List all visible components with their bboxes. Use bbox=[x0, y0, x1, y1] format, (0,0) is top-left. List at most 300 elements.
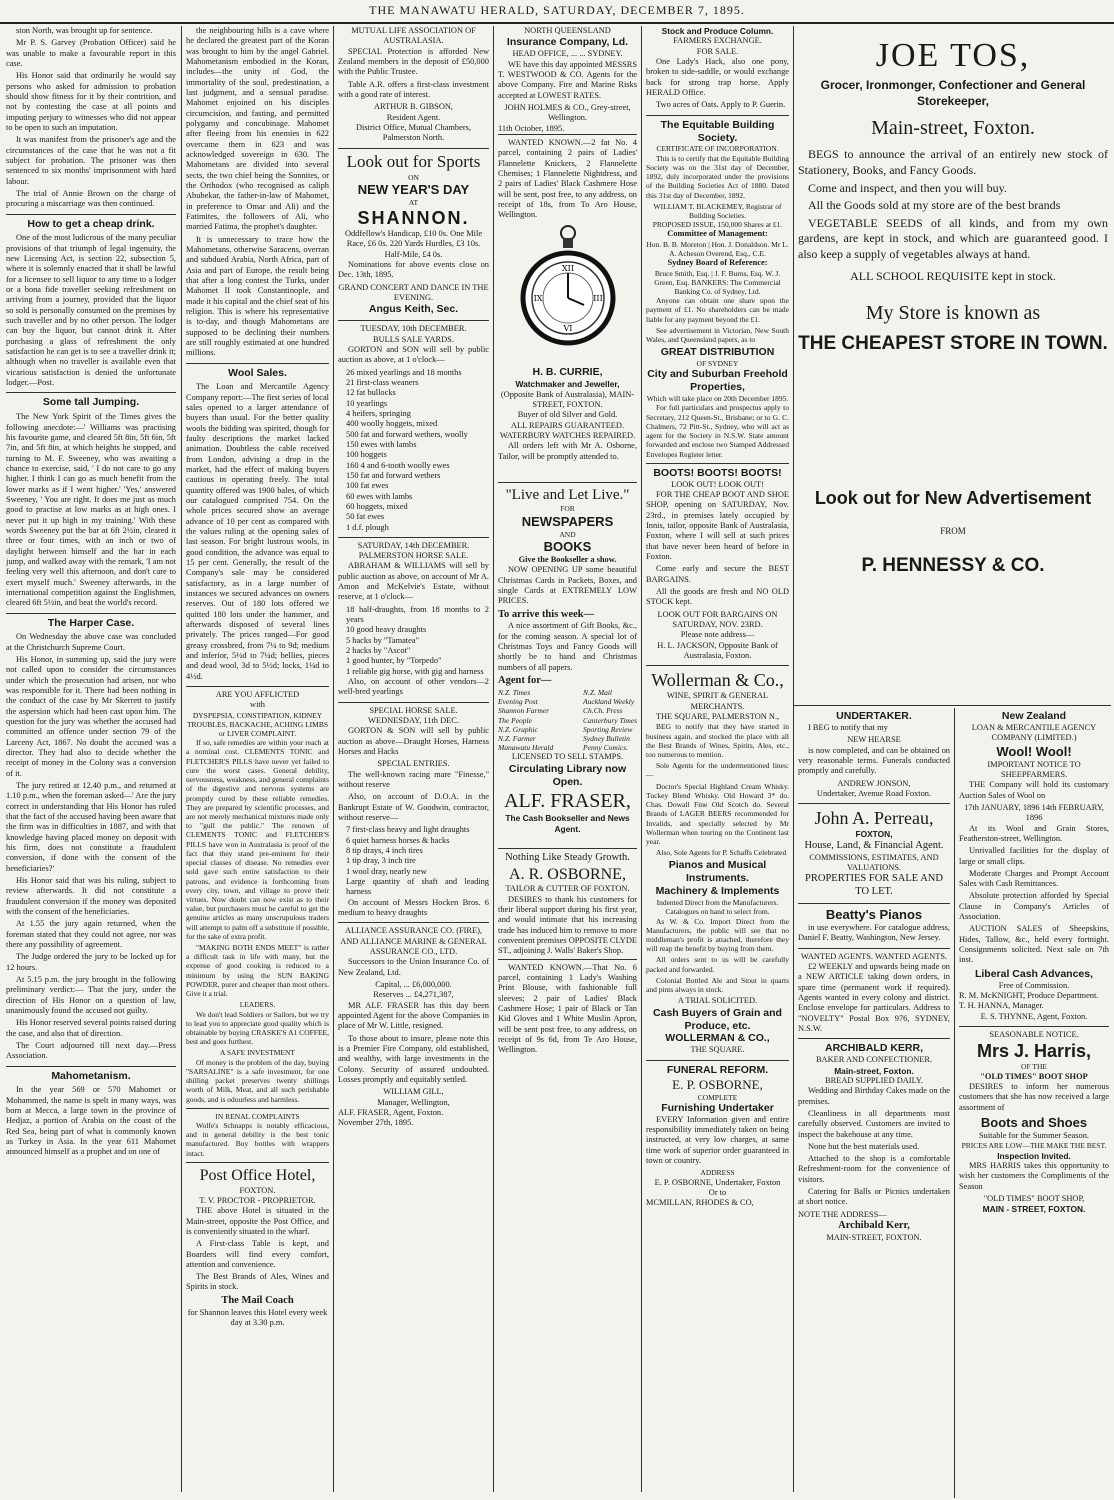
paper-item: Sydney Bulletin bbox=[583, 734, 630, 744]
equitable-heading: The Equitable Building Society. bbox=[646, 115, 789, 145]
ad-paragraph: A nice assortment of Gift Books, &c., for the coming season. A special lot of Christmas Toys and Fancy Goods will shortly be to hand and Christmas numbers of all papers. bbox=[498, 621, 637, 672]
news-paragraph: If so, safe remedies are within your reach at a nominal cost. CLEMENTS TONIC and FLETCHER'S PILLS have never yet failed to cure the worst cases. General debility, nervousness, weakness, and general complaints of the digestive and nervous systems are promptly cured by these reliable remedies. They are prepared by scientific processes, and are not merely mechanical mixtures made only to "gull the public." The renown of CLEMENTS TONIC and FLETCHER'S PILLS have won in Australasia is proof of the fact that they stand pre-eminent for their special classes of disease. No remedies ever sold gave such entire satisfaction to their patrons, and evidence is forthcoming from every city, town, and village to prove their virtues. Now doubt can now exist as to their value, but purchasers must be careful to get the genuine articles as many unscrupulous traders will attempt to palm off a substitute if possible, for the sake of extra profit. bbox=[186, 738, 329, 941]
stock-item: 500 fat and forward wethers, woolly bbox=[346, 429, 468, 439]
column-7 bbox=[798, 710, 950, 1498]
ad-paragraph: NOW OPENING UP some beautiful Christmas Cards in Packets, Boxes, and single Cards at EXTREMELY LOW PRICES. bbox=[498, 565, 637, 606]
stock-item: 1 tip dray, 3 inch tire bbox=[346, 856, 416, 866]
repairs-line: ALL REPAIRS GUARANTEED. bbox=[510, 420, 625, 430]
stock-item: 150 ewes with lambs bbox=[346, 439, 417, 449]
books-heading: BOOKS bbox=[543, 538, 592, 554]
currie-address: (Opposite Bank of Australasia), MAIN-STREET, FOXTON. bbox=[500, 389, 635, 410]
hanna-line: T. H. HANNA, Manager. bbox=[959, 1001, 1044, 1011]
hotel-title: Post Office Hotel, bbox=[186, 1162, 329, 1186]
sydney-board-text: Bruce Smith, Esq. | J. F. Burns, Esq. W. J. Green, Esq. BANKERS: The Commercial Banking Co. of Sydney, Ltd. bbox=[654, 268, 781, 296]
news-paragraph: On Wednesday the above case was concluded at the Christchurch Supreme Court. bbox=[6, 632, 176, 652]
svg-text:XII: XII bbox=[561, 264, 574, 274]
jackson-address: H. L. JACKSON, Opposite Bank of Australasia, Foxton. bbox=[657, 640, 778, 660]
ad-paragraph: See advertisement in Victorian, New South Wales, and Queensland papers, as to bbox=[646, 325, 789, 345]
stock-item: 1 reliable gig horse, with gig and harness bbox=[346, 666, 484, 676]
undertaker-heading: UNDERTAKER. bbox=[836, 710, 912, 722]
news-paragraph: Mr P. S. Garvey (Probation Officer) said he was unable to make a favourable report in this case. bbox=[6, 38, 176, 68]
baker-line: BAKER AND CONFECTIONER. bbox=[815, 1055, 933, 1065]
ad-paragraph: £2 WEEKLY and upwards being made on a NEW ARTICLE taking down orders, in spare time (permanent work if required). Agents wanted in every colony and district. Enclose envelope for particulars. Address to "NOVELTY" Postal Box 976, SYDNEY, N.S.W. bbox=[798, 962, 950, 1033]
fraser-name: ALF. FRASER, bbox=[504, 789, 631, 812]
coach-heading: The Mail Coach bbox=[221, 1294, 294, 1306]
free-line: Free of Commission. bbox=[998, 980, 1070, 990]
boots-shoes-heading: Boots and Shoes bbox=[980, 1114, 1088, 1130]
article-heading: Some tall Jumping. bbox=[6, 392, 176, 409]
new-advert-heading: Look out for New Advertisement bbox=[814, 487, 1092, 508]
column-rule bbox=[493, 26, 494, 1492]
ad-paragraph: To those about to insure, please note this is a Premier Fire Company, old established, and wealthy, with large investments in the Colony. Security of assured undoubted. Losses promptly and equitably settled. bbox=[338, 1033, 489, 1084]
harris-street: MAIN - STREET, FOXTON. bbox=[982, 1204, 1086, 1215]
stock-item: 60 hoggets, mixed bbox=[346, 501, 408, 511]
stock-item: 10 yearlings bbox=[346, 398, 388, 408]
head-office: HEAD OFFICE, ... ... SYDNEY. bbox=[512, 49, 623, 59]
complete-label: COMPLETE bbox=[697, 1092, 738, 1102]
wool-heading: Wool! Wool! bbox=[996, 743, 1072, 759]
ad-paragraph: This is to certify that the Equitable Building Society was on the 31st day of December, 1892, duly incorporated under the provisions of the Building Societies Act of 1880. Dated this 31st day of December, 1892. bbox=[646, 153, 789, 200]
secretary-name: Angus Keith, Sec. bbox=[368, 303, 459, 316]
column-5 bbox=[646, 26, 789, 1498]
waterbury-line: WATERBURY WATCHES REPAIRED. bbox=[499, 431, 636, 441]
ad-paragraph: Attached to the shop is a comfortable Refreshment-room for the convenience of visitors. bbox=[798, 1154, 950, 1184]
subheading: IN RENAL COMPLAINTS bbox=[186, 1108, 329, 1121]
news-paragraph: The Judge ordered the jury to be locked up for 12 hours. bbox=[6, 952, 176, 972]
ad-paragraph: is now completed, and can be obtained on very reasonable terms. Funerals conducted promptly and carefully. bbox=[798, 745, 950, 776]
at-label: AT bbox=[408, 197, 419, 207]
ad-paragraph: Two acres of Oats. Apply to P. Guerin. bbox=[656, 100, 786, 110]
ad-paragraph: GORTON & SON will sell by public auction as above—Draught Horses, Harness Horses and Hacks bbox=[338, 726, 489, 757]
currie-name: H. B. CURRIE, bbox=[532, 366, 603, 379]
ad-paragraph: GORTON and SON will sell by public auction as above, at 1 o'clock— bbox=[338, 344, 489, 365]
stock-item: 100 fat ewes bbox=[346, 481, 389, 491]
news-paragraph: Of money is the problem of the day, buying "SARSALINE" is a safe investment, for one shilling packet preserves twenty shillings worth of Milk, Meat, and all such perishable goods, and is odourless and harmless. bbox=[186, 1057, 329, 1104]
ad-paragraph: One Lady's Hack, also one pony, broken to side-saddle, or would exchange back for strong trap horse. Apply HERALD Office. bbox=[646, 56, 789, 97]
paper-item: N.Z. Times bbox=[498, 687, 531, 697]
news-paragraph: His Honor, in summing up, said the jury were not called upon to consider the circumstances under which the prosecution had arisen, nor who was responsible for it. There had been nothing in the conduct of the case by Mr Skerrett to justify the aspersion which had been cast upon him. The question for the jury was whether the accused had committed an offence under section 79 of the Larceny Act, 1867. No doubt the accused was a director. They had also to decide whether the receipt of money in the Colony was a conversion of it. bbox=[6, 655, 176, 778]
pianos-heading: Pianos and Musical Instruments. bbox=[668, 859, 767, 885]
stock-item: 10 good heavy draughts bbox=[346, 625, 427, 635]
ad-paragraph: All the Goods sold at my store are of the best brands bbox=[808, 198, 1061, 213]
stock-list bbox=[338, 605, 489, 677]
pocket-watch-icon bbox=[518, 223, 618, 363]
hotel-town: FOXTON. bbox=[239, 1185, 276, 1195]
ad-paragraph: EVERY Information given and entire responsibility immediately taken on being instructed, at very low charges, at same time work of superior order guaranteed in town or country. bbox=[646, 1114, 789, 1165]
column-rule bbox=[333, 26, 334, 1492]
ad-paragraph: Come and inspect, and then you will buy. bbox=[808, 180, 1007, 195]
ad-paragraph: DESIRES to thank his customers for their liberal support during his first year, and would intimate that his increasing trade has induced him to remove to more convenient premises OPPOSITE CLYDE ST., adjoining J. Walls' Baker's Shop. bbox=[498, 894, 637, 956]
old-times-address: "OLD TIMES" BOOT SHOP, bbox=[983, 1193, 1085, 1203]
news-paragraph: One of the most ludicrous of the many peculiar provisions of that triumph of legal ingenuity, the new Licensing Act, is section 22, subsection 5, where it is solemnly enacted that it shall be lawful for a licensee to sell liquor to any time to a lodger or a bona fide traveller seeking refreshment on arriving from a journey, provided that the liquor so sold is personally consumed on the premises by such traveller and by no other person. The lodger can buy the liquor, but cannot drink it. After purchasing a glass of refreshment the only satisfaction he can get is to see a traveller drink it; although when no traveller is available even that vicarious satisfaction is denied the unfortunate lodger.—Post. bbox=[6, 233, 176, 388]
ad-paragraph: Sole Agents for the undermentioned lines:— bbox=[646, 761, 789, 780]
news-paragraph: The New York Spirit of the Times gives the following anecdote:—' Williams was practising his favourite game, and cleared 5ft 8in, 5ft 6in, 5ft 7in, and 5ft 8in, at which heights he stopped, and turning to M. F. Sweeney, who was awaiting a chance to exercise, said, ' I do not care to go any higher. I think I can go as much benefit from the lower marks as if I went higher.' 'Yes,' answered Sweeney, ' You are right. It does me just as much good to practise at low marks as at high ones. I never put it up high in my training.' With these words Sweeney put the bar at 6ft 2½in, cleared it three or four times, with an inch or two of daylight between himself and the bar in each jump, and walked away with the remark, 'I am not feeling very well this afternoon, and don't care to exert myself much.' Sweeney afterwards, in the international competition against the Englishmen, cleared 6ft 5½in, and beat the world's record. bbox=[6, 412, 176, 608]
news-paragraph: "MAKING BOTH ENDS MEET" is rather a difficult task in life with many, but the expense of good cooking is reduced to a minimum by using the SUN BAKING POWDER, purer and cheaper than most others. Give it a trial. bbox=[186, 943, 329, 999]
ad-paragraph: FOR THE CHEAP BOOT AND SHOE SHOP, opening on SATURDAY, Nov. 23rd., in premises lately occupied by Innis, tailor, opposite Bank of Australasia, Foxton, where I will sell at such prices that have never been heard of before in Foxton. bbox=[646, 489, 789, 561]
forsale-heading: FOR SALE. bbox=[696, 46, 739, 56]
ad-paragraph: Table A.R. offers a first-class investment with a good rate of interest. bbox=[338, 79, 489, 99]
ad-paragraph: For full particulars and prospectus apply to Secretary, 212 Queen-St., Brisbane; or to G. C. Chalmers, 72 Pitt-St., Sydney, who will act as agent for the Society in N.S.W. State amount forwarded and enclose two Stamped Addressed Envelopes Register letter. bbox=[646, 403, 789, 459]
main-street-line: Main-street, Foxton. bbox=[871, 117, 1035, 140]
growth-heading: Nothing Like Steady Growth. bbox=[498, 848, 637, 865]
jonson-name: ANDREW JONSON, bbox=[837, 778, 911, 788]
news-paragraph: At 5.15 p.m. the jury brought in the following preliminary verdict:— That the jury, under the direction of His Honor on a question of law, unanimously found the accused not guilty. bbox=[6, 974, 176, 1015]
svg-text:VI: VI bbox=[563, 324, 572, 334]
nq-company: Insurance Company, Ld. bbox=[506, 36, 629, 49]
column-rule bbox=[641, 26, 642, 1492]
article-heading: Mahometanism. bbox=[6, 1066, 176, 1083]
paper-item: Ch.Ch. Press bbox=[583, 706, 623, 716]
from-label: FROM bbox=[940, 526, 966, 537]
news-paragraph: It was manifest from the prisoner's age and the circumstances of the case that he was not a fit subject for probation. The prisoner was then sentenced to six months' imprisonment with hard labour. bbox=[6, 135, 176, 186]
papers-list bbox=[498, 688, 637, 753]
coach-text: for Shannon leaves this Hotel every week day at 3.30 p.m. bbox=[187, 1307, 328, 1328]
news-paragraph: Wolfe's Schnapps is notably efficacious, and in general debility is the best tonic manufactured. Buy bottles with wrappers intact. bbox=[186, 1120, 329, 1158]
ad-paragraph: Unrivalled facilities for the display of large or small clips. bbox=[959, 846, 1109, 866]
distribution-heading: GREAT DISTRIBUTION bbox=[660, 346, 775, 359]
hotel-proprietor: T. V. PROCTOR - PROPRIETOR. bbox=[199, 1195, 316, 1205]
ad-paragraph: Also, Sole Agents for P. Schaffs Celebrated bbox=[656, 848, 787, 858]
stock-item: 1 d.f. plough bbox=[346, 522, 389, 532]
address-label: ADDRESS bbox=[700, 1168, 735, 1178]
cheapest-store: THE CHEAPEST STORE IN TOWN. bbox=[798, 333, 1108, 355]
column-rule bbox=[181, 26, 182, 1492]
ad-paragraph: The well-known racing mare "Finesse," without reserve bbox=[338, 769, 489, 790]
column-rule bbox=[793, 26, 794, 1492]
nz-heading: New Zealand bbox=[1001, 710, 1067, 722]
stock-item: 21 first-class weaners bbox=[346, 377, 419, 387]
agent-heading: Agent for— bbox=[498, 675, 552, 687]
subheading: LEADERS. bbox=[239, 1000, 276, 1010]
svg-text:III: III bbox=[592, 294, 603, 304]
stock-item: 400 woolly hoggets, mixed bbox=[346, 419, 438, 429]
bread-line: BREAD SUPPLIED DAILY. bbox=[825, 1075, 923, 1085]
concert-notice: GRAND CONCERT AND DANCE IN THE EVENING. bbox=[338, 282, 489, 303]
manager-name: WILLIAM GILL, bbox=[383, 1087, 444, 1097]
wollerman-name: WOLLERMAN & CO., bbox=[665, 1032, 770, 1045]
ad-paragraph: Anyone can obtain one share upon the payment of £1. No shareholders can be made liable for any payment beyond the £1. bbox=[646, 296, 789, 324]
ad-paragraph: BEG to notify that they have started in business again, and stocked the place with all the Best Brands of Wines, Spirits, Ales, etc., too numerous to mention. bbox=[646, 722, 789, 759]
news-paragraph: His Honor reserved several points raised during the case, and also that of direction. bbox=[6, 1018, 176, 1038]
entries-heading: SPECIAL ENTRIES. bbox=[377, 759, 450, 769]
ad-paragraph: None but the best materials used. bbox=[808, 1141, 920, 1151]
news-paragraph: We don't lead Soldiers or Sailors, but we try to lead you to appreciate good quality which is obtainable by buying CRASKE'S A1 COFFEE, best and goes furthest. bbox=[186, 1009, 329, 1047]
paper-item: Auckland Weekly bbox=[583, 697, 635, 707]
paper-item: Shannon Farmer bbox=[498, 706, 550, 716]
funeral-heading: FUNERAL REFORM. bbox=[646, 1060, 789, 1077]
stamps-line: LICENSED TO SELL STAMPS. bbox=[511, 752, 624, 762]
cert-heading: CERTIFICATE OF INCORPORATION. bbox=[656, 144, 779, 154]
masthead: THE MANAWATU HERALD, SATURDAY, DECEMBER 7, 1895. bbox=[0, 0, 1114, 24]
foxton-label: FOXTON, bbox=[855, 829, 893, 840]
ad-paragraph: All orders left with Mr A. Osborne, Tailor, will be promptly attended to. bbox=[498, 441, 637, 461]
news-paragraph: At 1.55 the jury again returned, when the foreman stated that they could not agree, nor was there any possibility of agreement. bbox=[6, 919, 176, 949]
eposborne-address: E. P. OSBORNE, Undertaker, Foxton bbox=[654, 1177, 781, 1187]
news-paragraph: ston North, was brought up for sentence. bbox=[16, 26, 153, 35]
section-rule bbox=[793, 705, 1111, 706]
perreau-trade: House, Land, & Financial Agent. bbox=[804, 839, 944, 851]
shannon-title: SHANNON. bbox=[357, 207, 470, 228]
cash-heading: Cash Buyers of Grain and Produce, etc. bbox=[653, 1006, 782, 1032]
wanted-agents: WANTED AGENTS. WANTED AGENTS. bbox=[798, 948, 950, 962]
hennessy-name: P. HENNESSY & CO. bbox=[861, 554, 1045, 576]
grocer-line: Grocer, Ironmonger, Confectioner and General Storekeeper, bbox=[820, 78, 1086, 108]
properties-line: PROPERTIES FOR SALE AND TO LET. bbox=[805, 873, 943, 898]
capital: Capital, ... £6,000,000. bbox=[375, 979, 452, 989]
seasonable-heading: SEASONABLE NOTICE. bbox=[959, 1026, 1109, 1040]
of-the-label: OF THE bbox=[1021, 1062, 1047, 1072]
manager-role: Manager, Wellington, bbox=[377, 1097, 450, 1107]
ad-paragraph: in use everywhere. For catalogue address, Daniel F. Beatty, Washington, New Jersey. bbox=[798, 923, 950, 943]
ad-paragraph: SPECIAL Protection is afforded New Zealand members in the deposit of £50,000 with the Public Trustee. bbox=[338, 46, 489, 77]
ad-paragraph: Also, on account of other vendors—2 well-bred yearlings bbox=[338, 677, 489, 697]
perreau-name: John A. Perreau, bbox=[798, 803, 950, 829]
paper-item: Evening Post bbox=[498, 697, 538, 707]
sale-venue: BULLS SALE YARDS. bbox=[373, 334, 454, 344]
ad-paragraph: All orders sent to us will be carefully packed and forwarded. bbox=[646, 955, 789, 974]
osborne-name: A. R. OSBORNE, bbox=[509, 865, 626, 883]
paper-item: N.Z. Farmer bbox=[498, 734, 536, 744]
wollerman-trade: WINE, SPIRIT & GENERAL MERCHANTS. bbox=[666, 691, 769, 711]
stock-item: 1 good hunter, by "Torpedo" bbox=[346, 656, 442, 666]
paper-item: Sporting Review bbox=[583, 724, 633, 734]
paper-item: Canterbury Times bbox=[583, 715, 637, 725]
ad-paragraph: Successors to the Union Insurance Co. of New Zealand, Ltd. bbox=[338, 957, 489, 977]
news-paragraph: the neighbouring hills is a cave where he declared the greatest part of the Koran was brought to him by the angel Gabriel. Mahometanism embodied in the Koran, includes—the unity of God, the immortality of the soul, predestination, a last judgment, and a sensual paradise. Mahomet enjoined on his disciples circumcision, and fasting, and permitted polygamy and concubinage. Mahomet after fleeing from his enemies in 622 overcame them in 623 and was acknowledged sovereign in 630. The Mahometans are divided into several sects, the two chief being the Sonnites, or the Orthodox (who recognised as caliph Abubekar, the father-in-law of Mahomet, in preference to Omar and Ali) and the Fatimites, the followers of Ali, who married Fatima, the prophet's daughter. bbox=[186, 26, 329, 232]
stock-item: 4 heifers, springing bbox=[346, 408, 411, 418]
news-paragraph: The jury retired at 12.40 p.m., and returned at 1.10 p.m., when the foreman asked—' Are the jury correct in understanding that His Honor has ruled that the fact of the accused having been aware that the firm was in difficulties in 1887, and with that knowledge having placed money on deposit with his firm, does not constitute a fraudulent conversion, if done with the consent of the beneficiaries?' bbox=[6, 781, 176, 873]
distribution-date: Which will take place on 20th December 1895. bbox=[646, 394, 789, 404]
ad-paragraph: Moderate Charges and Prompt Account Sales with Cash Remittances. bbox=[959, 868, 1109, 889]
ad-paragraph: Cleanliness in all departments most carefully observed. Customers are invited to inspect the bakehouse at any time. bbox=[798, 1108, 950, 1139]
sale-date: TUESDAY, 10th DECEMBER. bbox=[338, 320, 489, 334]
stock-list bbox=[338, 368, 489, 533]
ad-paragraph: AUCTION SALES of Sheepskins, Hides, Tallow, &c., held every fortnight. Consignments solicited. Next sale on 7th inst. bbox=[959, 924, 1109, 965]
stock-item: 7 first-class heavy and light draughts bbox=[346, 825, 470, 835]
thynne-line: E. S. THYNNE, Agent, Foxton. bbox=[980, 1011, 1088, 1021]
column-4 bbox=[498, 26, 637, 1498]
ad-paragraph: ABRAHAM & WILLIAMS will sell by public auction as above, on account of Mr A. Amon and McKelvie's Estate, without reserve, at 1 o'clock— bbox=[338, 561, 489, 602]
ad-paragraph: Wedding and Birthday Cakes made on the premises. bbox=[798, 1086, 950, 1106]
of-sydney: OF SYDNEY bbox=[696, 359, 739, 369]
trial-line: A TRIAL SOLICITED. bbox=[677, 996, 758, 1006]
sale-heading: SPECIAL HORSE SALE. bbox=[338, 702, 489, 716]
district-office: District Office, Mutual Chambers, Palmerston North. bbox=[356, 122, 471, 143]
news-paragraph: His Honor said that ordinarily he would say persons who asked for admission to probation should show fitness for it by their contrition, and not by contesting the case at all points and imputing perjury to witnesses who did not appear to be open to such an imputation. bbox=[6, 71, 176, 132]
stock-item: 60 ewes with lambs bbox=[346, 491, 413, 501]
kerr-signature: Archibald Kerr, bbox=[838, 1220, 910, 1232]
buyer-line: Buyer of old Silver and Gold. bbox=[517, 410, 618, 420]
news-paragraph: The Loan and Mercantile Agency Company report:—The first series of local sales opened to a larger attendance of buyers than usual. For the better quality wools the bidding was spirited, though for faulty descriptions the market lacked animation. Doubtless the cable received from London, advising a drop in the market, had the effect of making buyers cautious in operating freely. The total quantity offered was 1900 bales, of which our catalogued comprised 754. On the whole prices secured show an average advance of 10 per cent as compared with the values ruling at the opening sales of last season. For bright lustrous wools, in good condition, the advance was equal to 15 per cent. Generally, the result of the Company's sale may be considered satisfactory, as in a large number of instances we secured advances on owners reserves. Out of 180 lots offered we quitted 180 lots under the hammer, and afterwards disposed of several lines privately. The prices ranged—For good greasy crossbred, from 7¼ to 9d; medium and inferior, 5½d to 7¼d; bellies, pieces and dead wool, 3d to 5½d; locks, 1¼d to 4½d. bbox=[186, 382, 329, 681]
hearse-line: NEW HEARSE bbox=[847, 735, 901, 745]
stock-item: Large quantity of shaft and leading harness bbox=[346, 877, 489, 897]
ad-paragraph: WANTED KNOWN.—That No. 6 parcel, containing 1 Lady's Washing Print Blouse, with fashionable full sleeves; 2 pair of Ladies' Black Cashmere Hose; 1 pair of Black or Tan Kid Gloves and 1 White Muslin Apron, will be sent post free, to any address, on receipt of 9s 6d, from Te Aro House, Wellington. bbox=[498, 959, 637, 1056]
subheading: A SAFE INVESTMENT bbox=[219, 1048, 295, 1058]
events-list: Oddfellow's Handicap, £10 0s. One Mile Race, £6 0s. 220 Yards Hurdles, £3 10s. Half-Mile, £4 0s. bbox=[344, 229, 483, 259]
farmers-exchange: FARMERS EXCHANGE. bbox=[673, 36, 762, 46]
paper-item: Penny Comics. bbox=[583, 743, 629, 753]
boots-heading: BOOTS! BOOTS! BOOTS! bbox=[646, 463, 789, 480]
sydney-board-heading: Sydney Board of Reference: bbox=[667, 258, 768, 268]
ad-paragraph: As W. & Co. Import Direct from the Manufacturers, the public will see that no middleman's profit is attached, therefore they will reap the benefit by buying from them. bbox=[646, 916, 789, 954]
ad-paragraph: Absolute protection afforded by Special Clause in Company's Articles of Association. bbox=[959, 891, 1109, 922]
column-3 bbox=[338, 26, 489, 1498]
old-times-heading: "OLD TIMES" BOOT SHOP bbox=[980, 1071, 1088, 1081]
for-label: FOR bbox=[560, 504, 575, 514]
properties-heading: City and Suburban Freehold Properties, bbox=[647, 368, 788, 394]
important-notice: IMPORTANT NOTICE TO SHEEPFARMERS. bbox=[987, 759, 1081, 779]
ad-paragraph: At its Wool and Grain Stores, Featherston-street, Wellington. bbox=[959, 823, 1109, 843]
new-years-day: NEW YEAR'S DAY bbox=[357, 181, 470, 197]
mcknight-line: R. M. McKNIGHT, Produce Department. bbox=[959, 991, 1099, 1001]
paper-item: N.Z. Graphic bbox=[498, 724, 538, 734]
live-heading: "Live and Let Live." bbox=[498, 482, 637, 504]
prices-line: PRICES ARE LOW—THE MAKE THE BEST. bbox=[961, 1141, 1107, 1151]
ad-paragraph: All the goods are fresh and NO OLD STOCK kept. bbox=[646, 586, 789, 607]
mutual-heading: MUTUAL LIFE ASSOCIATION OF AUSTRALASIA. bbox=[351, 26, 476, 46]
notice-date: November 27th, 1895. bbox=[338, 1118, 414, 1128]
registrar: WILLIAM T. BLACKEMEY, Registrar of Building Societies. bbox=[653, 201, 782, 220]
suitable-line: Suitable for the Summer Season. bbox=[978, 1130, 1090, 1140]
news-paragraph: The Court adjourned till next day.—Press Association. bbox=[6, 1040, 176, 1061]
stock-item: 8 tip drays, 4 inch tires bbox=[346, 846, 423, 856]
afflicted-with: with bbox=[250, 700, 265, 710]
ad-paragraph: Colonial Bottled Ale and Stout in quarts and pints always in stock. bbox=[646, 975, 789, 995]
wollerman-address: THE SQUARE, PALMERSTON N., bbox=[655, 711, 780, 721]
ad-paragraph: Come early and secure the BEST BARGAINS. bbox=[646, 564, 789, 584]
or-to: Or to bbox=[708, 1187, 727, 1197]
liberal-heading: Liberal Cash Advances, bbox=[974, 967, 1094, 980]
commissions-line: COMMISSIONS, ESTIMATES, AND VALUATIONS. bbox=[809, 852, 939, 872]
column-rule bbox=[954, 708, 955, 1498]
news-paragraph: In the year 569 or 570 Mahomet or Mohammed, the name is spelt in many ways, was born at Mecca, a large town in the province of Hedjaz, a portion of Arabia on the coast of the Red Sea, being part of what is commonly known as Turkey in Asia. In the year 611 Mahomet announced himself as a prophet and on one of bbox=[6, 1085, 176, 1157]
and-label: AND bbox=[559, 529, 576, 539]
bargains-line: LOOK OUT FOR BARGAINS ON SATURDAY, NOV. 23RD. bbox=[657, 609, 778, 629]
on-label: ON bbox=[408, 172, 419, 182]
ad-paragraph: Doctor's Special Highland Cream Whisky. Tuckey Blend Whisky. Old Howard 3* do. Chas. Dowall Fine Old Scotch do. Several Brands of LAGER BEERS recommended for Invalids, and specially selected by Mr Wollerman when touring on the Continent last year. bbox=[646, 781, 789, 846]
ad-paragraph: WE have this day appointed MESSRS T. WESTWOOD & CO. Agents for the above Company. Fire and Marine Risks accepted at LOWEST RATES. bbox=[498, 59, 637, 100]
library-line: Circulating Library now Open. bbox=[508, 762, 627, 788]
harris-name: Mrs J. Harris, bbox=[976, 1041, 1092, 1062]
note-address: Please note address— bbox=[680, 630, 755, 640]
sale-venue: PALMERSTON HORSE SALE. bbox=[358, 551, 469, 561]
committee-heading: Committee of Management: bbox=[667, 229, 768, 239]
ad-paragraph: WANTED KNOWN.—2 fat No. 4 parcel, containing 2 pairs of Ladies' Flannelette Knickers, 2 Flannelette Chemises; 1 Flannelette Nightdress, and 2 pairs of Ladies' Black Cashmere Hose will be sent, post free, to any address, on receipt of 18s, from To Aro House, Wellington. bbox=[498, 134, 637, 221]
news-paragraph: His Honor said that was his ruling, subject to review afterwards. It did not constitute a fraudulent conversion if the money was deposited with the consent of the beneficiaries. bbox=[6, 876, 176, 916]
arrive-heading: To arrive this week— bbox=[498, 608, 595, 620]
ad-paragraph: MR ALF. FRASER has this day been appointed Agent for the above Companies in place of Mr W. Little, resigned. bbox=[338, 1000, 489, 1031]
svg-text:IX: IX bbox=[533, 294, 542, 304]
paper-item: The People bbox=[498, 715, 532, 725]
school-line: ALL SCHOOL REQUISITE kept in stock. bbox=[850, 268, 1056, 283]
stock-column-heading: Stock and Produce Column. bbox=[661, 26, 774, 36]
newspapers-heading: NEWSPAPERS bbox=[521, 513, 614, 529]
proposed-issue: PROPOSED ISSUE, 150,000 Shares at £1. bbox=[652, 220, 783, 230]
inspection-line: Inspection Invited. bbox=[997, 1150, 1071, 1161]
reserves: Reserves ... £4,271,387, bbox=[373, 990, 454, 1000]
indent-line: Indented Direct from the Manufacturers. Catalogues on hand to select from. bbox=[656, 898, 779, 917]
ad-paragraph: THE Company will hold its customary Auction Sales of Wool on bbox=[959, 780, 1109, 800]
tailor-line: TAILOR & CUTTER OF FOXTON. bbox=[505, 884, 630, 894]
square-line: THE SQUARE. bbox=[690, 1045, 745, 1055]
ad-paragraph: I BEG to notify that my bbox=[808, 722, 888, 732]
fraser-trade: The Cash Bookseller and News Agent. bbox=[505, 813, 630, 834]
holmes: JOHN HOLMES & CO., Grey-street, Wellington. bbox=[504, 102, 631, 123]
ad-paragraph: DESIRES to inform her numerous customers that she has now received a large assortment of bbox=[959, 1082, 1109, 1112]
news-paragraph: The trial of Annie Brown on the charge of procuring a miscarriage was then continued. bbox=[6, 188, 176, 209]
bookseller-line: Give the Bookseller a show. bbox=[518, 554, 617, 564]
kerr-address: MAIN-STREET, FOXTON. bbox=[826, 1233, 922, 1243]
ad-paragraph: On account of Messrs Hocken Bros. 6 medium to heavy draughts bbox=[338, 897, 489, 917]
kerr-street: Main-street, Foxton. bbox=[834, 1065, 914, 1076]
lookout-line: LOOK OUT! LOOK OUT! bbox=[671, 479, 764, 489]
stock-item: 26 mixed yearlings and 18 months bbox=[346, 367, 462, 377]
agent-role: Resident Agent. bbox=[386, 112, 441, 122]
agent-line: ALF. FRASER, Agent, Foxton. bbox=[338, 1107, 444, 1117]
note-address: NOTE THE ADDRESS— bbox=[798, 1209, 887, 1219]
article-heading: The Harper Case. bbox=[6, 613, 176, 630]
stock-list bbox=[338, 825, 489, 897]
sale-dates: 17th JANUARY, 1896 14th FEBRUARY, 1896 bbox=[964, 802, 1104, 823]
stock-item: 150 fat and forward wethers bbox=[346, 470, 441, 480]
loan-company: LOAN & MERCANTILE AGENCY COMPANY (LIMITED.) bbox=[971, 722, 1097, 743]
stock-item: 12 fat bullocks bbox=[346, 388, 396, 398]
ad-paragraph: Also, on account of D.O.A. in the Bankrupt Estate of W. Goodwin, contractor, without reserve— bbox=[338, 792, 489, 823]
stock-item: 6 quiet harness horses & hacks bbox=[346, 835, 450, 845]
paper-item: Manawatu Herald bbox=[498, 743, 554, 753]
currie-trade: Watchmaker and Jeweller, bbox=[515, 379, 620, 390]
ad-paragraph: VEGETABLE SEEDS of all kinds, and from my own gardens, are kept in stock, and which are guaranteed good. I also keep a supply of vegetables always at hand. bbox=[798, 215, 1108, 261]
stock-item: 1 wool dray, nearly new bbox=[346, 866, 427, 876]
stock-item: 160 4 and 6-tooth woolly ewes bbox=[346, 460, 450, 470]
ad-paragraph: Catering for Balls or Picnics undertaken at short notice. bbox=[798, 1187, 950, 1207]
machinery-heading: Machinery & Implements bbox=[655, 885, 780, 898]
jonson-role: Undertaker, Avenue Road Foxton. bbox=[816, 788, 932, 798]
column-2 bbox=[186, 26, 329, 1498]
sale-date: SATURDAY, 14th DECEMBER. bbox=[338, 537, 489, 551]
undertaker-heading: Furnishing Undertaker bbox=[661, 1101, 774, 1114]
kerr-heading: ARCHIBALD KERR, bbox=[798, 1038, 950, 1055]
agent-name: ARTHUR B. GIBSON, bbox=[373, 102, 454, 112]
stock-item: 5 hacks by "Tamatea" bbox=[346, 635, 419, 645]
column-8 bbox=[959, 710, 1109, 1498]
column-6 bbox=[798, 26, 1108, 702]
sports-heading: Look out for Sports bbox=[338, 148, 489, 173]
wollerman-heading: Wollerman & Co., bbox=[646, 665, 789, 691]
stock-item: 100 hoggets bbox=[346, 450, 387, 460]
ailment-list: DYSPEPSIA, CONSTIPATION, KIDNEY TROUBLES, BACKACHE, ACHING LIMBS or LIVER COMPLAINT. bbox=[186, 710, 329, 739]
news-paragraph: It is unnecessary to trace how the Mahometans, otherwise Saracens, overran and subdued Arabia, North Africa, part of Asia and part of Europe, the result being that after a long contest the Turks, under Mahomet II took Constantinople, and made it his capital and the chief seat of his religion. This is where his representative is to-day, and though Mahometans are supposed to be declining their numbers are still roughly estimated at one hundred millions. bbox=[186, 234, 329, 358]
beatty-heading: Beatty's Pianos bbox=[798, 903, 950, 923]
news-paragraph: THE above Hotel is situated in the Main-street, opposite the Post Office, and is conveniently situated to the wharf. bbox=[186, 1206, 329, 1236]
news-paragraph: A First-class Table is kept, and Boarders will find every comfort, attention and convenience. bbox=[186, 1239, 329, 1269]
stock-item: 18 half-draughts, from 18 months to 2 years bbox=[346, 604, 489, 625]
nq-heading: NORTH QUEENSLAND bbox=[524, 26, 611, 35]
stock-item: 2 hacks by "Ascot" bbox=[346, 646, 411, 656]
ad-paragraph: MRS HARRIS takes this opportunity to wish her customers the Compliments of the Season bbox=[959, 1160, 1109, 1191]
sale-date: WEDNESDAY, 11th DEC. bbox=[368, 716, 459, 726]
paper-item: N.Z. Mail bbox=[583, 687, 612, 697]
ad-paragraph: Nominations for above events close on Dec. 13th, 1895. bbox=[338, 260, 489, 280]
alliance-heading: ALLIANCE ASSURANCE CO. (FIRE), AND ALLIANCE MARINE & GENERAL ASSURANCE CO., LTD. bbox=[338, 922, 489, 957]
ad-paragraph: BEGS to announce the arrival of an entirely new stock of Stationery, Books, and Fancy Goods. bbox=[798, 147, 1108, 177]
committee-text: Hon. B. B. Moreton | Hon. J. Donaldson. Mr L. A. Acheson Overend, Esq., C.E. bbox=[646, 239, 789, 258]
afflicted-heading: ARE YOU AFFLICTED bbox=[186, 686, 329, 700]
known-line: My Store is known as bbox=[865, 302, 1041, 325]
news-paragraph: The Best Brands of Ales, Wines and Spirits in stock. bbox=[186, 1272, 329, 1292]
article-heading: How to get a cheap drink. bbox=[6, 214, 176, 231]
eposborne-name: E. P. OSBORNE, bbox=[672, 1076, 763, 1092]
